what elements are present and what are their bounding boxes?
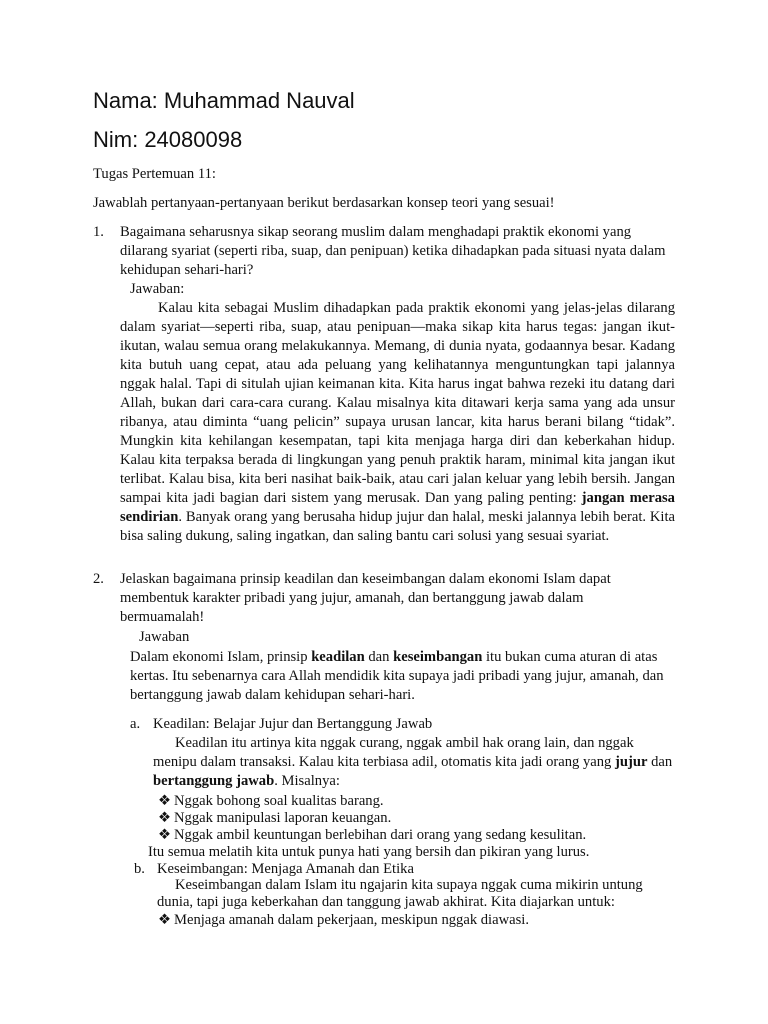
subsection-b-title: Keseimbangan: Menjaga Amanah dan Etika	[157, 861, 414, 877]
question-2-answer-intro	[130, 648, 670, 705]
intro-text: itu bukan cuma aturan di atas kertas. Itu sebenarnya cara Allah mendidik kita supaya jadi pribadi yang jujur, amanah, dan bertanggung jawab dalam kehidupan sehari-hari.	[130, 649, 664, 703]
question-2-number: 2.	[93, 571, 104, 587]
keyword-jujur: jujur	[615, 754, 648, 770]
subsection-a-title: Keadilan: Belajar Jujur dan Bertanggung Jawab	[153, 716, 433, 732]
bullet-item: ❖ Nggak manipulasi laporan keuangan.	[158, 810, 392, 826]
keyword-bertanggung-jawab: bertanggung jawab	[153, 773, 275, 789]
student-name: Nama: Muhammad Nauval	[93, 88, 355, 113]
question-1-text: Bagaimana seharusnya sikap seorang muslim dalam menghadapi praktik ekonomi yang dilarang syariat (seperti riba, suap, dan penipuan) ketika dihadapkan pada situasi nyata dalam kehidupan sehari-hari?	[120, 224, 666, 278]
subsection-b-marker: b.	[134, 861, 145, 877]
question-1-number: 1.	[93, 224, 104, 240]
question-2-answer-label: Jawaban	[139, 629, 190, 645]
subsection-a-closing: Itu semua melatih kita untuk punya hati yang bersih dan pikiran yang lurus.	[148, 844, 590, 860]
diamond-bullet-icon: ❖	[158, 810, 172, 826]
instruction-text: Jawablah pertanyaan-pertanyaan berikut berdasarkan konsep teori yang sesuai!	[93, 195, 555, 211]
assignment-title: Tugas Pertemuan 11:	[93, 166, 216, 182]
subsection-b-body: Keseimbangan dalam Islam itu ngajarin kita supaya nggak cuma mikirin untung dunia, tapi juga keberkahan dan tanggung jawab akhirat. Kita diajarkan untuk:	[157, 877, 643, 910]
bullet-item: ❖ Nggak bohong soal kualitas barang.	[158, 793, 384, 809]
bullet-item: ❖ Nggak ambil keuntungan berlebihan dari orang yang sedang kesulitan.	[158, 827, 587, 843]
diamond-bullet-icon: ❖	[158, 827, 172, 843]
subsection-a-marker: a.	[130, 716, 141, 732]
diamond-bullet-icon: ❖	[158, 793, 172, 809]
keyword-keadilan: keadilan	[311, 649, 365, 665]
answer-text: Kalau kita sebagai Muslim dihadapkan pada praktik ekonomi yang jelas-jelas dilarang dalam syariat—seperti riba, suap, atau penipuan—maka sikap kita harus tegas: jangan ikut-ikutan, walau semua orang melakukannya. Memang, di dunia nyata, godaannya besar. Kadang kita butuh uang cepat, atau ada peluang yang kelihatannya menguntungkan tapi jalannya nggak halal. Tapi di situlah ujian keimanan kita. Kita harus ingat bahwa rezeki itu datang dari Allah, bukan dari cara-cara curang. Kalau misalnya kita ditawari kerja sama yang ada unsur ribanya, atau diminta “uang pelicin” supaya urusan lancar, kita harus berani bilang “tidak”. Mungkin kita kehilangan kesempatan, tapi kita menjaga harga diri dan keberkahan hidup. Kalau kita terpaksa berada di lingkungan yang penuh praktik haram, minimal kita jangan ikut terlibat. Kalau bisa, kita beri nasihat baik-baik, atau cari jalan keluar yang lebih bersih. Jangan sampai kita jadi bagian dari sistem yang merusak. Dan yang paling penting:	[120, 300, 675, 506]
keyword-keseimbangan: keseimbangan	[393, 649, 483, 665]
diamond-bullet-icon: ❖	[158, 912, 172, 928]
answer-text-continued: . Banyak orang yang berusaha hidup jujur dan halal, meski jalannya lebih berat. Kita bisa saling dukung, saling ingatkan, dan saling bantu cari solusi yang sesuai syariat.	[120, 509, 675, 544]
question-2-text: Jelaskan bagaimana prinsip keadilan dan keseimbangan dalam ekonomi Islam dapat membentuk karakter pribadi yang jujur, amanah, dan bertanggung jawab dalam bermuamalah!	[120, 571, 611, 625]
subsection-a-body	[153, 734, 678, 791]
body-text: Keadilan itu artinya kita nggak curang, nggak ambil hak orang lain, dan nggak menipu dalam transaksi. Kalau kita terbiasa adil, otomatis kita jadi orang yang	[153, 735, 634, 770]
intro-text: Dalam ekonomi Islam, prinsip	[130, 649, 308, 665]
answer-emphasis: jangan merasa sendirian	[120, 490, 675, 525]
student-nim: Nim: 24080098	[93, 127, 243, 152]
bullet-item: ❖ Menjaga amanah dalam pekerjaan, meskipun nggak diawasi.	[158, 912, 529, 928]
question-1-answer-label: Jawaban:	[130, 281, 185, 297]
question-1-answer	[120, 299, 675, 546]
body-text: dan	[651, 754, 673, 770]
body-text: . Misalnya:	[274, 773, 340, 789]
intro-text: dan	[368, 649, 390, 665]
